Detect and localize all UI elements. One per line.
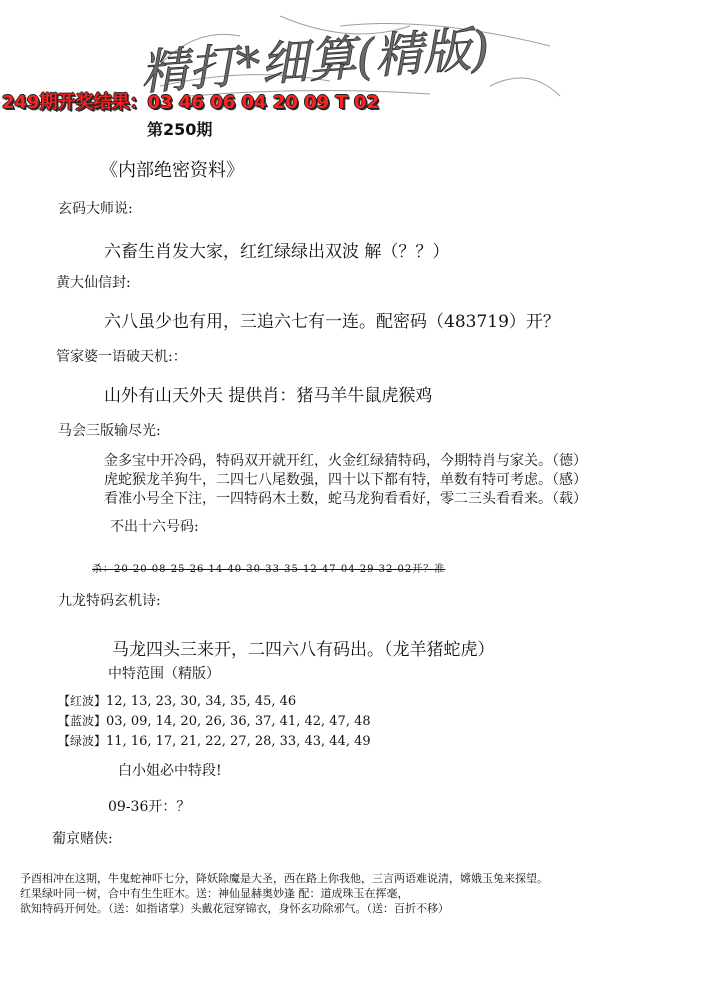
wave-numbers: 03, 09, 14, 20, 26, 36, 37, 41, 42, 47, 48 xyxy=(106,714,371,729)
banner-title: 精打*细算(精版) xyxy=(138,20,492,102)
no-sixteen-label: 不出十六号码: xyxy=(110,519,199,535)
wave-row-green xyxy=(58,732,371,749)
wave-numbers: 12, 13, 23, 30, 34, 35, 45, 46 xyxy=(106,694,297,709)
section-text-envelope: 六八虽少也有用，三追六七有一连。配密码（483719）开？ xyxy=(104,312,560,332)
section-label-jockey: 马会三版输尽光: xyxy=(58,423,161,439)
wave-tag: 【蓝波】 xyxy=(58,714,107,728)
page-title: 《内部绝密资料》 xyxy=(100,160,244,181)
wave-row-red xyxy=(58,692,296,709)
issue-number: 第250期 xyxy=(147,120,213,139)
section-label-envelope: 黄大仙信封: xyxy=(56,275,131,291)
macau-label: 葡京赌侠: xyxy=(52,831,113,847)
range-open-line: 09-36开：？ xyxy=(108,799,191,815)
section-label-master: 玄码大师说: xyxy=(58,201,133,217)
footer-line-2: 红果绿叶同一树，合中有生生旺木。送：神仙显赫奥妙逢 配：道成珠玉在挥毫， xyxy=(20,887,409,900)
section-label-housekeeper: 管家婆一语破天机:： xyxy=(56,349,187,365)
jockey-line-1: 金多宝中开冷码，特码双开就开红，火金红绿猜特码，今期特肖与家关。（德） xyxy=(104,453,587,469)
wave-row-blue xyxy=(58,712,371,729)
nine-dragon-label: 九龙特码玄机诗: xyxy=(58,593,161,609)
nine-dragon-poem: 马龙四头三来开，二四六八有码出。（龙羊猪蛇虎） xyxy=(112,640,495,660)
kill-numbers-line: 杀：20 20 08 25 26 14 40 30 33 35 12 47 04 29 32 02开？准 xyxy=(92,564,446,575)
wave-numbers: 11, 16, 17, 21, 22, 27, 28, 33, 43, 44, 49 xyxy=(106,734,371,749)
range-label: 中特范围（精版） xyxy=(108,666,220,682)
footer-line-3: 欲知特码开何处。（送：如指诸掌）头戴花冠穿锦衣，身怀玄功除邪气。（送：百折不移） xyxy=(20,902,449,915)
footer-line-1: 予酉相冲在这期，牛鬼蛇神吓七分，降妖除魔是大圣，西在路上你我他，三言两语难说清，嫦娥玉兔来探望。 xyxy=(20,872,548,885)
result-line: 249期开奖结果：03 46 06 04 20 09 T 02 xyxy=(2,92,380,113)
wave-tag: 【绿波】 xyxy=(58,734,107,748)
jockey-line-3: 看准小号全下注，一四特码木土数，蛇马龙狗看看好，零二三头看看来。（载） xyxy=(104,491,587,507)
white-lady-line: 白小姐必中特段! xyxy=(118,763,222,779)
wave-tag: 【红波】 xyxy=(58,694,107,708)
section-text-master: 六畜生肖发大家，红红绿绿出双波 解（？？） xyxy=(104,242,450,262)
section-text-housekeeper: 山外有山天外天 提供肖：猪马羊牛鼠虎猴鸡 xyxy=(104,386,433,406)
jockey-line-2: 虎蛇猴龙羊狗牛，二四七八尾数强，四十以下都有特，单数有特可考虑。（感） xyxy=(104,472,587,488)
